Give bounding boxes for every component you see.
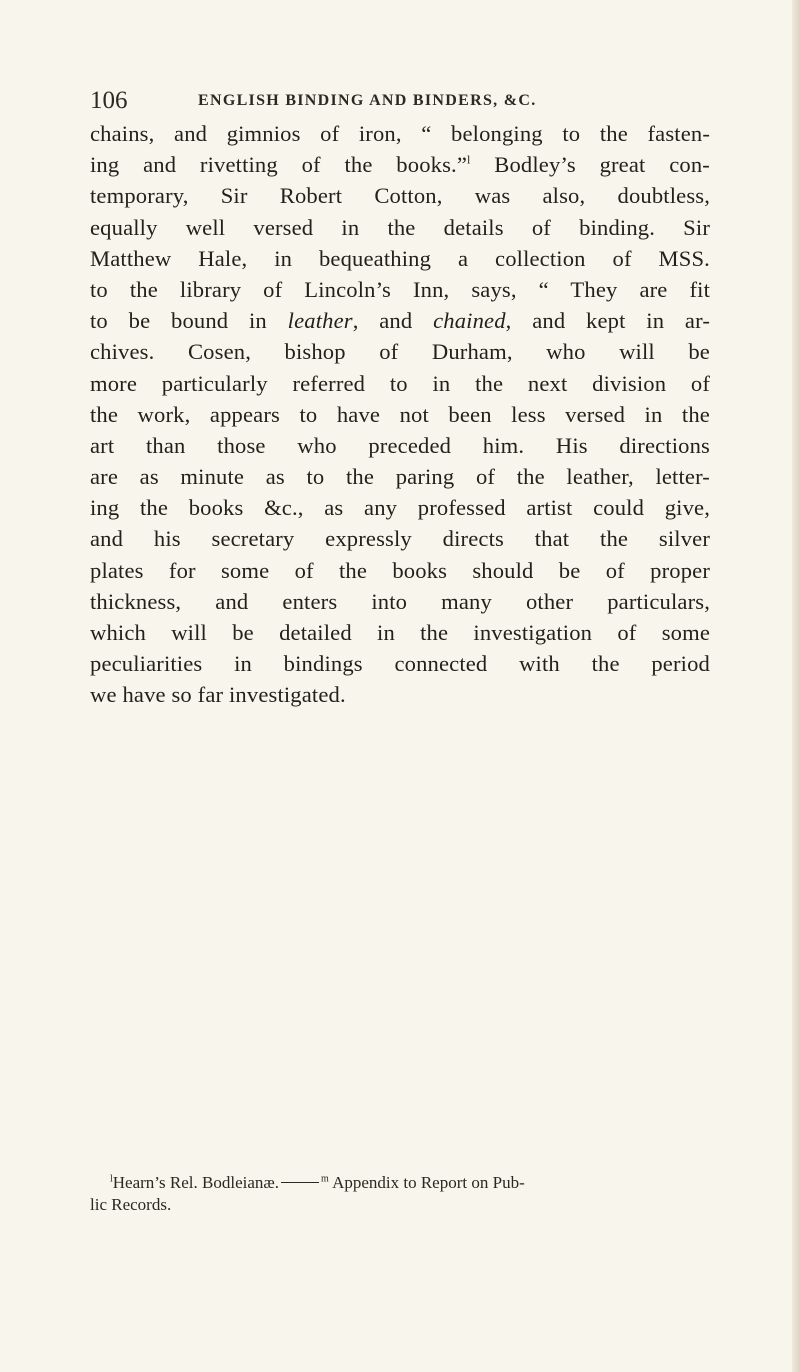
italic-word: leather (287, 308, 353, 334)
footnote-text: Appendix to Report on Pub- (332, 1173, 525, 1192)
text-line: more particularly referred to in the next division of (90, 370, 710, 396)
footnote-line (90, 1172, 722, 1194)
footnote-mark: m (320, 1173, 329, 1185)
text-line: art than those who preceded him. His directions (90, 432, 710, 458)
text-line: equally well versed in the details of binding. Sir (90, 214, 710, 240)
text-line: temporary, Sir Robert Cotton, was also, doubtless, (90, 183, 710, 209)
body-paragraph (90, 118, 710, 711)
text-segment: ing and rivetting of the books.” (90, 152, 468, 178)
text-line: are as minute as to the paring of the leather, letter- (90, 464, 710, 490)
text-line: we have so far investigated. (90, 682, 346, 708)
text-segment: to be bound in (90, 308, 288, 334)
running-title: ENGLISH BINDING AND BINDERS, &C. (198, 92, 537, 109)
text-line: which will be detailed in the investigation of some (90, 620, 710, 645)
footnote-marker: l (467, 152, 471, 167)
text-line: thickness, and enters into many other particulars, (90, 588, 710, 614)
text-line: Matthew Hale, in bequeathing a collection of MSS. (90, 245, 710, 271)
text-segment: Bodley’s great con- (494, 152, 710, 178)
footnote-text: Hearn’s Rel. Bodleianæ. (112, 1173, 279, 1192)
text-line: and his secretary expressly directs that the silver (90, 526, 710, 552)
footnotes (90, 1172, 722, 1216)
text-line (90, 149, 710, 180)
text-line: plates for some of the books should be of proper (90, 557, 710, 583)
text-line: chains, and gimnios of iron, “ belonging to the fasten- (90, 121, 710, 146)
text-line: to the library of Lincoln’s Inn, says, “ They are fit (90, 276, 710, 302)
italic-word: chained (433, 308, 506, 334)
text-line: ing the books &c., as any professed artist could give, (90, 495, 710, 521)
text-line: chives. Cosen, bishop of Durham, who will be (90, 339, 710, 365)
footnote-line: lic Records. (90, 1195, 172, 1214)
text-line: the work, appears to have not been less versed in the (90, 401, 710, 427)
text-segment: , and kept in ar- (505, 308, 711, 334)
text-segment: , and (352, 308, 434, 334)
page-edge-shadow (792, 0, 800, 1372)
footnote-separator (281, 1182, 319, 1183)
page-number: 106 (90, 87, 128, 114)
text-line (90, 305, 710, 336)
footnote-mark: l (110, 1173, 113, 1185)
running-head (90, 86, 720, 116)
text-line: peculiarities in bindings connected with the period (90, 651, 710, 677)
